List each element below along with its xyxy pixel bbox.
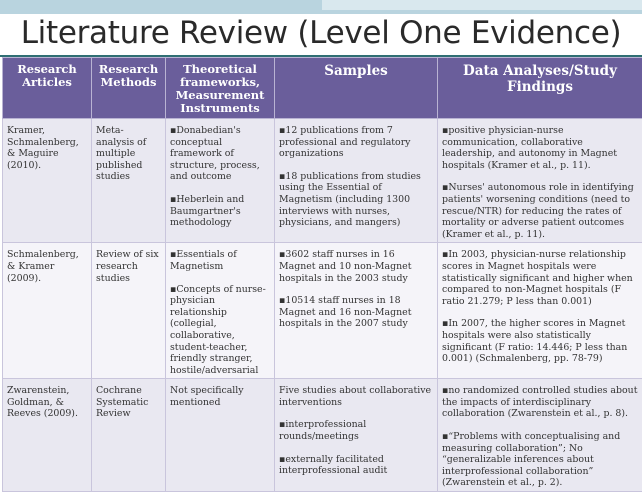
header-samples: Samples xyxy=(275,58,438,119)
sample-item: ▪3602 staff nurses in 16 Magnet and 10 non-Magnet hospitals in the 2003 study xyxy=(279,249,433,284)
framework-item: ▪Concepts of nurse-physician relationship (collegial, collaborative, student-teacher, friendly stranger, hostile/adversarial xyxy=(170,284,270,377)
table-row xyxy=(3,119,642,243)
table-header-row xyxy=(3,58,642,119)
literature-table xyxy=(2,57,642,492)
cell-methods: Review of six research studies xyxy=(92,243,166,379)
cell-samples xyxy=(275,379,438,492)
header-research-articles: Research Articles xyxy=(3,58,92,119)
finding-item: ▪positive physician-nurse communication, collaborative leadership, and autonomy in Magnet hospitals (Kramer et al., p. 11). xyxy=(442,125,638,171)
finding-item: ▪no randomized controlled studies about the impacts of interdisciplinary collaboration (Zwarenstein et al., p. 8). xyxy=(442,385,638,420)
framework-item: ▪Heberlein and Baumgartner's methodology xyxy=(170,194,270,229)
sample-item: ▪12 publications from 7 professional and regulatory organizations xyxy=(279,125,433,160)
cell-articles: Kramer, Schmalenberg, & Maguire (2010). xyxy=(3,119,92,243)
cell-frameworks xyxy=(166,243,275,379)
top-band-highlight xyxy=(322,0,642,10)
sample-item: ▪interprofessional rounds/meetings xyxy=(279,419,433,442)
cell-samples xyxy=(275,119,438,243)
sample-item: ▪18 publications from studies using the Essential of Magnetism (including 1300 interviews with nurses, physicians, and mangers) xyxy=(279,171,433,229)
top-decorative-band xyxy=(0,0,642,14)
finding-item: ▪Nurses' autonomous role in identifying patients' worsening conditions (need to rescue/NTR) for reducing the rates of mortality or adverse patient outcomes (Kramer et al., p. 11). xyxy=(442,182,638,240)
slide-title: Literature Review (Level One Evidence) xyxy=(0,13,642,53)
cell-methods: Meta-analysis of multiple published studies xyxy=(92,119,166,243)
framework-item: ▪Essentials of Magnetism xyxy=(170,249,270,272)
cell-findings xyxy=(438,243,642,379)
header-frameworks: Theoretical frameworks, Measurement Instruments xyxy=(166,58,275,119)
cell-findings xyxy=(438,379,642,492)
finding-item: ▪In 2003, physician-nurse relationship scores in Magnet hospitals were statistically significant and higher when compared to non-Magnet hospitals (F ratio 21.279; P less than 0.001) xyxy=(442,249,638,307)
finding-item: ▪In 2007, the higher scores in Magnet hospitals were also statistically significant (F ratio: 14.446; P less than 0.001) (Schmalenberg, pp. 78-79) xyxy=(442,318,638,364)
sample-item: ▪10514 staff nurses in 18 Magnet and 16 non-Magnet hospitals in the 2007 study xyxy=(279,295,433,330)
table-row xyxy=(3,379,642,492)
cell-frameworks xyxy=(166,379,275,492)
table-row xyxy=(3,243,642,379)
cell-articles: Schmalenberg, & Kramer (2009). xyxy=(3,243,92,379)
finding-item: ▪“Problems with conceptualising and measuring collaboration”; No “generalizable inferences about interprofessional collaboration” (Zwarenstein et al., p. 2). xyxy=(442,431,638,489)
cell-findings xyxy=(438,119,642,243)
framework-item: Not specifically mentioned xyxy=(170,385,270,408)
header-research-methods: Research Methods xyxy=(92,58,166,119)
sample-item: ▪externally facilitated interprofessional audit xyxy=(279,454,433,477)
cell-methods: Cochrane Systematic Review xyxy=(92,379,166,492)
cell-samples xyxy=(275,243,438,379)
framework-item: ▪Donabedian's conceptual framework of structure, process, and outcome xyxy=(170,125,270,183)
sample-item: Five studies about collaborative interventions xyxy=(279,385,433,408)
cell-articles: Zwarenstein, Goldman, & Reeves (2009). xyxy=(3,379,92,492)
header-findings: Data Analyses/Study Findings xyxy=(438,58,642,119)
cell-frameworks xyxy=(166,119,275,243)
